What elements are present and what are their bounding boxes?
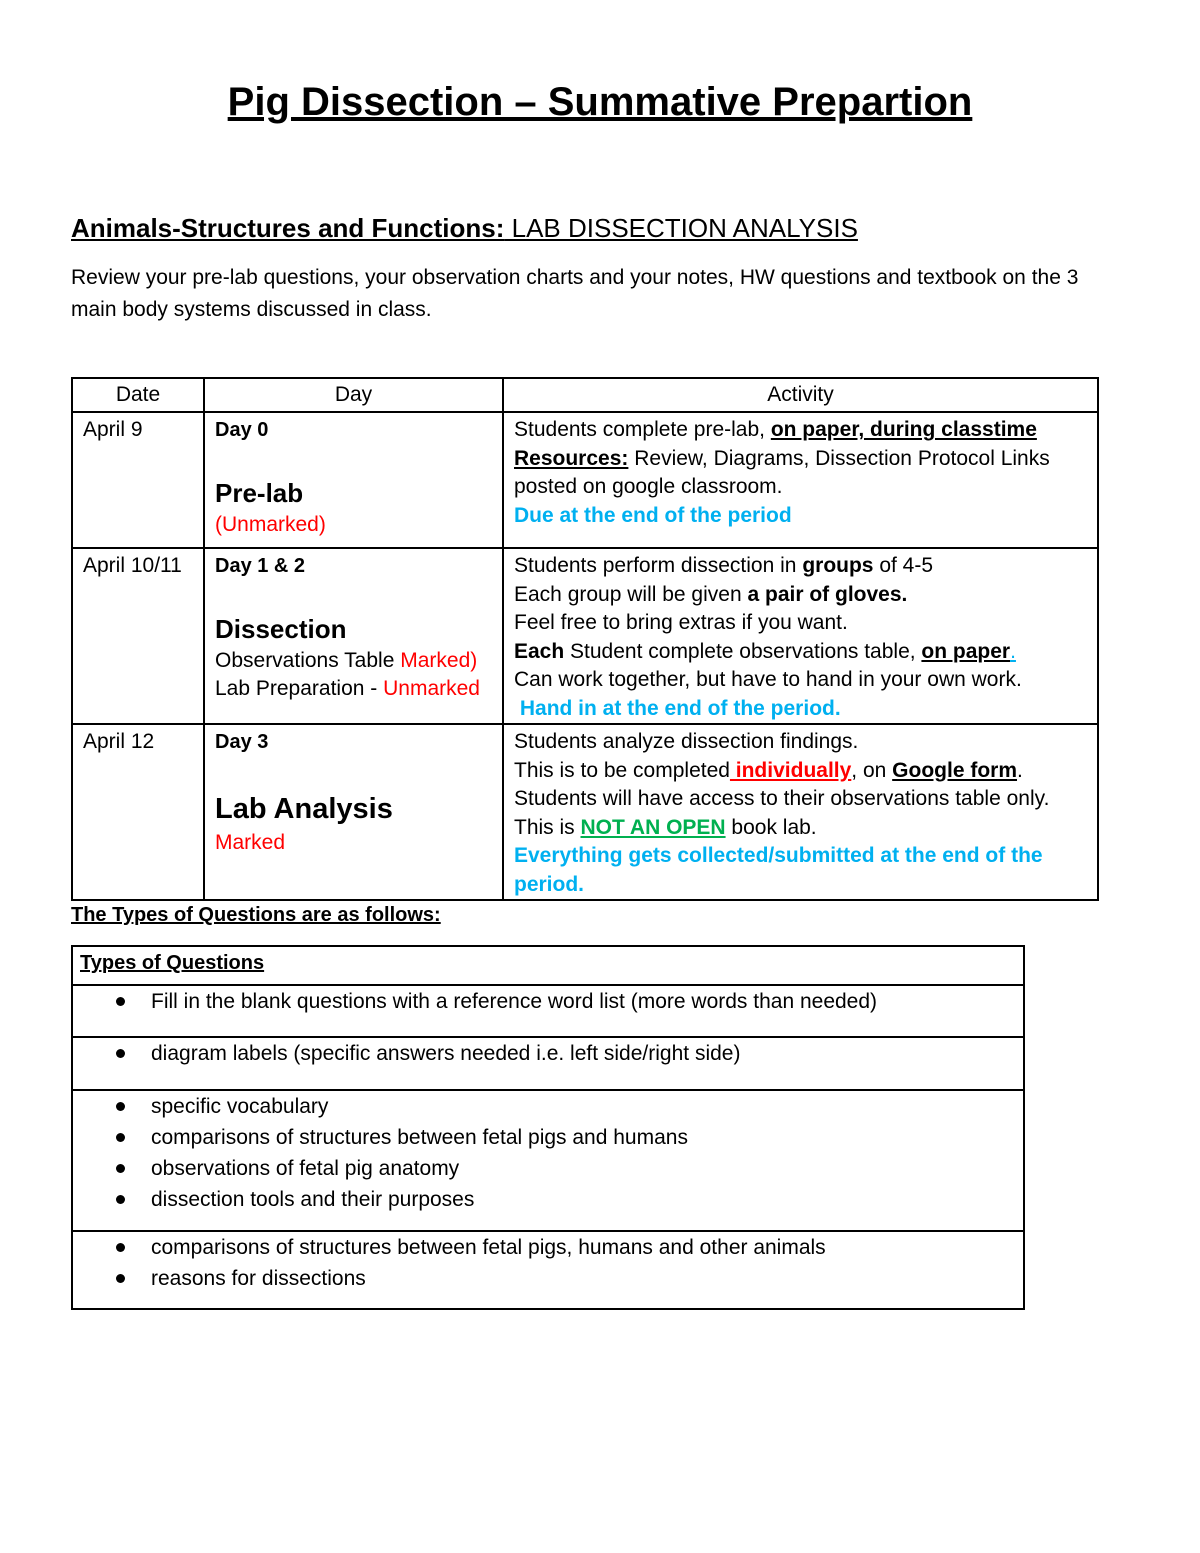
question-type-text: comparisons of structures between fetal pigs, humans and other animals [151, 1236, 826, 1259]
phase-title: Lab Analysis [215, 792, 393, 825]
grading-note [215, 829, 498, 858]
date-cell: April 12 [72, 724, 204, 900]
section-heading-topic: Animals-Structures and Functions: [71, 213, 505, 243]
activity-text: Students complete pre-lab, [514, 418, 771, 441]
grading-status: Unmarked [383, 677, 480, 700]
question-type-text: reasons for dissections [151, 1267, 366, 1290]
phase-title: Dissection [215, 613, 347, 644]
emphasis-text: a pair of gloves. [747, 582, 908, 606]
activity-line [514, 785, 1093, 814]
day-label: Day 1 & 2 [215, 555, 306, 577]
schedule-header-row [72, 378, 1098, 412]
question-type-item [73, 1263, 1023, 1294]
day-label: Day 3 [215, 731, 269, 753]
schedule-row [72, 724, 1098, 900]
note-text: Observations Table [215, 648, 401, 672]
question-type-text: comparisons of structures between fetal pigs and humans [151, 1126, 688, 1149]
bullet-icon [116, 1195, 125, 1204]
emphasis-text: Google form [892, 758, 1018, 782]
emphasis-text: NOT AN OPEN [580, 815, 726, 839]
activity-text: . [1010, 639, 1016, 663]
activity-text: , on [851, 758, 893, 782]
question-types-heading: The Types of Questions are as follows: [71, 904, 441, 926]
activity-text: This is to be completed [514, 758, 730, 782]
question-type-item [73, 1232, 1023, 1263]
date-cell: April 10/11 [72, 548, 204, 724]
question-type-item [73, 1122, 1023, 1153]
activity-text: of 4-5 [873, 554, 934, 577]
question-type-text: dissection tools and their purposes [151, 1188, 475, 1211]
activity-text: posted on google classroom. [514, 475, 783, 498]
deadline-note [514, 842, 1093, 899]
resources-label: Resources: [514, 446, 629, 470]
question-group [73, 1036, 1023, 1089]
emphasis-text: individually [729, 758, 852, 782]
grading-note [215, 675, 498, 704]
activity-line [514, 581, 1093, 610]
activity-text: Review, Diagrams, Dissection Protocol Links [628, 446, 1050, 470]
activity-cell [503, 548, 1098, 724]
activity-line [514, 728, 1093, 757]
question-types-box [71, 945, 1025, 1310]
activity-line [514, 666, 1093, 695]
question-type-text: specific vocabulary [151, 1095, 329, 1118]
intro-paragraph: Review your pre-lab questions, your observation charts and your notes, HW questions and textbook on the 3 main body systems discussed in class. [71, 266, 1079, 321]
grading-status: Marked [215, 830, 286, 854]
question-type-text: diagram labels (specific answers needed i.e. left side/right side) [151, 1042, 741, 1065]
section-heading [71, 212, 858, 244]
day-label: Day 0 [215, 419, 269, 441]
question-group [73, 1089, 1023, 1230]
question-type-item [73, 1091, 1023, 1122]
deadline-text: Hand in at the end of the period. [514, 696, 841, 720]
bullet-icon [116, 1133, 125, 1142]
activity-text: . [1017, 758, 1023, 782]
bullet-icon [116, 1243, 125, 1252]
question-type-text: observations of fetal pig anatomy [151, 1157, 460, 1180]
activity-text: Students perform dissection in [514, 554, 803, 577]
question-group [73, 984, 1023, 1036]
section-heading-subject: LAB DISSECTION ANALYSIS [504, 213, 858, 243]
bullet-icon [116, 1274, 125, 1283]
emphasis-text: groups [802, 554, 874, 577]
bullet-icon [116, 1102, 125, 1111]
emphasis-text: on paper, during classtime [770, 418, 1037, 441]
bullet-icon [116, 997, 125, 1006]
activity-line [514, 473, 1093, 502]
column-header-date: Date [72, 378, 204, 412]
activity-line [514, 609, 1093, 638]
phase-title: Pre-lab [215, 477, 304, 508]
question-type-item [73, 1153, 1023, 1184]
activity-text: Each group will be given [514, 582, 748, 606]
question-type-item [73, 986, 1023, 1017]
grading-status: (Unmarked) [215, 512, 326, 536]
activity-line [514, 757, 1093, 786]
activity-text: Students analyze dissection findings. [514, 730, 859, 753]
activity-text: Student complete observations table, [564, 639, 922, 663]
document-title: Pig Dissection – Summative Prepartion [227, 80, 973, 124]
grading-note [215, 511, 498, 540]
activity-line [514, 445, 1093, 474]
activity-text: Feel free to bring extras if you want. [514, 611, 848, 634]
bullet-icon [116, 1049, 125, 1058]
note-text: Lab Preparation - [215, 677, 384, 700]
bullet-icon [116, 1164, 125, 1173]
deadline-note [514, 695, 1093, 724]
activity-line [514, 552, 1093, 581]
activity-line [514, 638, 1093, 667]
activity-cell [503, 412, 1098, 548]
schedule-table [71, 377, 1099, 901]
schedule-row [72, 548, 1098, 724]
activity-line [514, 416, 1093, 445]
date-cell: April 9 [72, 412, 204, 548]
column-header-day: Day [204, 378, 503, 412]
question-type-item [73, 1038, 1023, 1069]
day-cell [204, 412, 503, 548]
question-type-item [73, 1184, 1023, 1215]
day-cell [204, 548, 503, 724]
deadline-note [514, 502, 1093, 531]
day-cell [204, 724, 503, 900]
activity-line [514, 814, 1093, 843]
deadline-text: Due at the end of the period [514, 503, 792, 527]
activity-cell [503, 724, 1098, 900]
question-types-header: Types of Questions [80, 952, 265, 974]
question-group [73, 1230, 1023, 1308]
grading-note [215, 647, 498, 676]
grading-status: Marked) [400, 648, 478, 672]
schedule-row [72, 412, 1098, 548]
emphasis-text: on paper [921, 639, 1011, 663]
emphasis-text: Each [514, 639, 565, 663]
activity-text: Students will have access to their observations table only. [514, 787, 1050, 810]
activity-text: book lab. [725, 815, 817, 839]
activity-text: This is [514, 815, 581, 839]
activity-text: Can work together, but have to hand in your own work. [514, 668, 1022, 691]
column-header-activity: Activity [503, 378, 1098, 412]
question-type-text: Fill in the blank questions with a reference word list (more words than needed) [151, 990, 878, 1013]
deadline-text: Everything gets collected/submitted at the end of the period. [514, 844, 1049, 896]
